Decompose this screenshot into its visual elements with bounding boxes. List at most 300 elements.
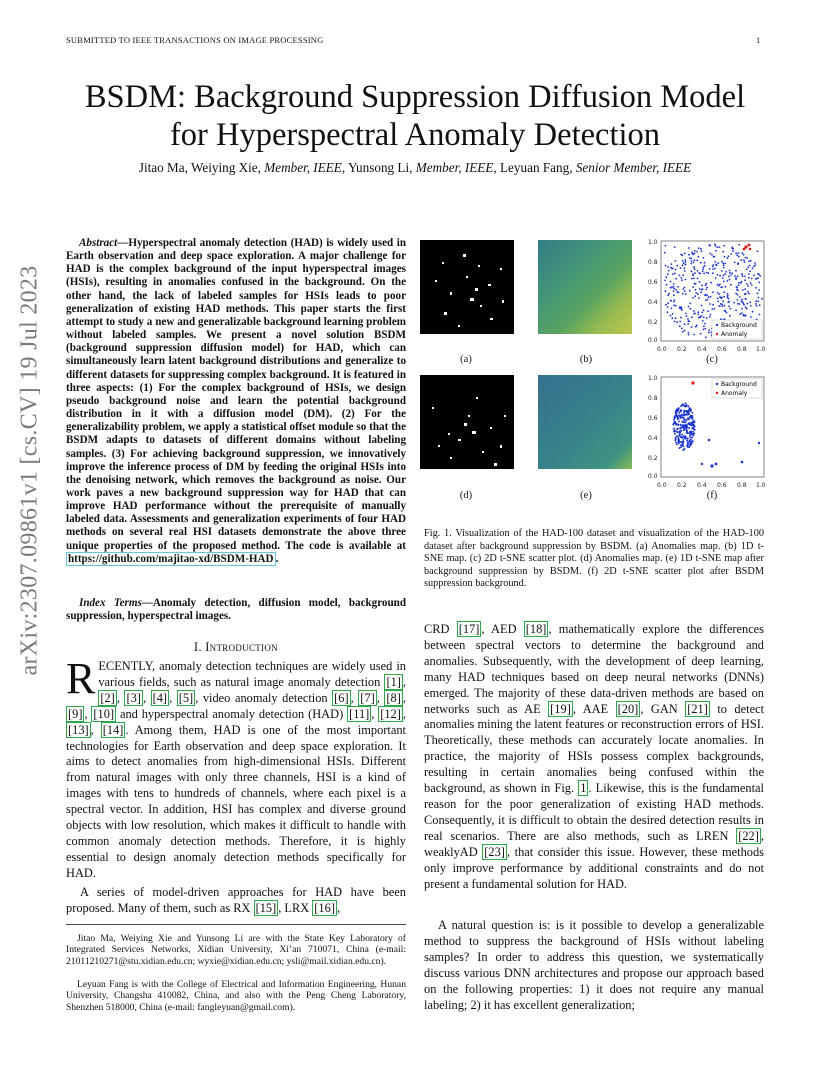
scatter-point	[686, 445, 688, 447]
scatter-point	[735, 277, 737, 279]
scatter-point	[690, 415, 692, 417]
scatter-point	[719, 275, 721, 277]
scatter-point	[695, 326, 697, 328]
scatter-point	[747, 285, 749, 287]
scatter-point	[748, 260, 750, 262]
author-names-1: Jitao Ma, Weiying Xie,	[138, 160, 265, 175]
scatter-point	[692, 286, 694, 288]
scatter-point	[677, 431, 679, 433]
scatter-point	[727, 293, 729, 295]
scatter-point	[675, 269, 677, 271]
scatter-point	[691, 412, 693, 414]
scatter-point	[712, 266, 714, 268]
scatter-point	[715, 245, 717, 247]
scatter-point	[665, 245, 667, 247]
scatter-point	[741, 252, 743, 254]
scatter-point	[734, 262, 736, 264]
scatter-point	[685, 293, 687, 295]
scatter-point	[710, 282, 712, 284]
f-xtick-6: 1.0	[756, 482, 766, 489]
scatter-point	[756, 278, 758, 280]
scatter-point	[683, 428, 685, 430]
scatter-point	[750, 260, 752, 262]
scatter-point	[671, 308, 673, 310]
scatter-point	[671, 263, 673, 265]
scatter-point	[674, 417, 676, 419]
c-legend-anomaly: Anomaly	[721, 331, 748, 338]
scatter-point	[674, 273, 676, 275]
scatter-point	[714, 243, 716, 245]
scatter-point	[688, 412, 690, 414]
scatter-point	[680, 446, 682, 448]
scatter-point	[685, 261, 687, 263]
scatter-point	[671, 286, 673, 288]
scatter-point	[749, 270, 751, 272]
scatter-point	[736, 254, 738, 256]
scatter-point	[701, 315, 703, 317]
scatter-point	[744, 293, 746, 295]
c-legend-background: Background	[721, 322, 757, 329]
scatter-point	[684, 259, 686, 261]
scatter-point	[688, 254, 690, 256]
right-paragraph-1	[424, 622, 764, 892]
scatter-point	[716, 264, 718, 266]
scatter-point	[711, 308, 713, 310]
scatter-point	[695, 292, 697, 294]
scatter-point	[737, 275, 739, 277]
scatter-point	[724, 286, 726, 288]
panel-f-tsne-scatter-suppressed	[646, 372, 770, 494]
scatter-point	[679, 431, 681, 433]
scatter-point	[715, 250, 717, 252]
scatter-point	[675, 260, 677, 262]
abstract-body: —Hyperspectral anomaly detection (HAD) is widely used in Earth observation and deep space exploration. A major challenge for HAD is the complex background of the input hyperspectral images (HSIs), resulting in anomalies confused in the background. On the other hand, the lack of labeled samples for HSIs leads to poor generalization of existing HAD methods. This paper starts the first attempt to study a new and generalizable background learning problem without labeled samples. We present a novel solution BSDM (background suppression diffusion model) for HAD, which can simultaneously learn latent background distributions and generalize to different datasets for suppressing complex background. It is featured in three aspects: (1) For the complex background of HSIs, we design pseudo background noise and learn the potential background distribution in it with a diffusion model (DM). (2) For the generalizability problem, we apply a statistical offset module so that the BSDM adapts to datasets of different domains without labeling samples. (3) For achieving background suppression, we innovatively improve the inference process of DM by feeding the original HSIs into the denoising network, which removes the background as noise. Our work paves a new background suppression way for HAD that can improve HAD performance without the prerequisite of manually labeled data. Assessments and generalization experiments of four HAD methods on several real HSI datasets demonstrate the above three unique properties of the proposed method. The code is available at	[66, 237, 406, 552]
label-f: (f)	[706, 490, 718, 501]
scatter-point	[692, 418, 694, 420]
scatter-point	[697, 270, 699, 272]
scatter-point	[686, 414, 688, 416]
scatter-point	[720, 303, 722, 305]
f-legend-anomaly: Anomaly	[721, 390, 748, 397]
c-ytick-3: 0.6	[648, 279, 658, 286]
scatter-point	[683, 419, 685, 421]
scatter-point	[729, 315, 731, 317]
scatter-point	[703, 257, 705, 259]
scatter-point	[705, 284, 707, 286]
scatter-point	[673, 431, 675, 433]
scatter-point	[696, 251, 698, 253]
scatter-point	[682, 437, 684, 439]
scatter-point	[690, 424, 692, 426]
scatter-point	[730, 284, 732, 286]
scatter-point	[681, 279, 683, 281]
scatter-point	[717, 301, 719, 303]
scatter-point	[694, 429, 696, 431]
scatter-point	[753, 274, 755, 276]
index-terms-body: —Anomaly detection, diffusion model, background suppression, hyperspectral images.	[66, 597, 406, 623]
scatter-point	[717, 274, 719, 276]
scatter-point	[672, 313, 674, 315]
scatter-point	[693, 266, 695, 268]
scatter-point	[703, 273, 705, 275]
author-names-3: , Leyuan Fang,	[493, 160, 576, 175]
f-legend-background: Background	[721, 381, 757, 388]
scatter-point	[755, 303, 757, 305]
scatter-point	[665, 290, 667, 292]
scatter-point	[689, 257, 691, 259]
scatter-point	[759, 314, 761, 316]
scatter-point	[679, 307, 681, 309]
scatter-point	[739, 303, 741, 305]
scatter-point	[719, 284, 721, 286]
scatter-point	[694, 272, 696, 274]
scatter-point	[704, 328, 706, 330]
scatter-point	[701, 250, 703, 252]
scatter-point	[723, 296, 725, 298]
scatter-point	[700, 333, 702, 335]
scatter-point	[730, 274, 732, 276]
scatter-point	[704, 265, 706, 267]
f-ytick-1: 1.0	[648, 375, 658, 382]
scatter-point	[744, 276, 746, 278]
scatter-point	[687, 405, 689, 407]
scatter-point	[712, 304, 714, 306]
scatter-point	[683, 414, 685, 416]
scatter-point	[680, 254, 682, 256]
scatter-point	[738, 256, 740, 258]
scatter-point	[702, 288, 704, 290]
scatter-point	[685, 421, 687, 423]
scatter-point	[719, 296, 721, 298]
scatter-point	[722, 300, 724, 302]
scatter-point	[724, 305, 726, 307]
scatter-point	[694, 250, 696, 252]
scatter-point	[741, 259, 743, 261]
scatter-point	[692, 254, 694, 256]
scatter-point	[691, 421, 693, 423]
scatter-point	[686, 425, 688, 427]
scatter-point	[752, 267, 754, 269]
scatter-point	[750, 316, 752, 318]
scatter-point	[701, 305, 703, 307]
scatter-point	[684, 405, 686, 407]
scatter-point	[739, 313, 741, 315]
c-xtick-6: 1.0	[756, 346, 766, 353]
scatter-point	[749, 265, 751, 267]
f-ytick-6: 0.0	[648, 473, 658, 480]
scatter-point	[708, 296, 710, 298]
scatter-point	[738, 244, 740, 246]
scatter-point	[736, 289, 738, 291]
f-xtick-2: 0.2	[677, 482, 687, 489]
scatter-point	[704, 294, 706, 296]
scatter-point	[729, 270, 731, 272]
scatter-point	[737, 303, 739, 305]
figure-1	[418, 232, 770, 522]
scatter-point	[700, 291, 702, 293]
label-a: (a)	[460, 354, 472, 365]
scatter-point	[746, 268, 748, 270]
panel-a-anomalies-map	[420, 240, 514, 334]
index-terms	[66, 597, 406, 623]
code-link-text[interactable]: https://github.com/majitao-xd/BSDM-HAD	[68, 552, 274, 565]
scatter-point	[674, 321, 676, 323]
f-xtick-3: 0.4	[697, 482, 707, 489]
author-role-2: Member, IEEE	[415, 160, 494, 175]
scatter-point	[684, 252, 686, 254]
scatter-point	[686, 315, 688, 317]
scatter-point	[728, 305, 730, 307]
f-ytick-3: 0.6	[648, 415, 658, 422]
author-list	[60, 160, 770, 176]
scatter-point	[678, 412, 680, 414]
scatter-point	[687, 441, 689, 443]
scatter-point	[667, 311, 669, 313]
scatter-point	[679, 435, 681, 437]
scatter-point	[737, 294, 739, 296]
panel-d-anomalies-map	[420, 375, 514, 469]
scatter-point	[705, 336, 707, 338]
scatter-point	[688, 413, 690, 415]
scatter-point	[691, 252, 693, 254]
scatter-point	[742, 301, 744, 303]
scatter-point	[688, 320, 690, 322]
scatter-point	[675, 289, 677, 291]
scatter-point	[745, 298, 747, 300]
scatter-point	[684, 330, 686, 332]
scatter-point	[667, 273, 669, 275]
scatter-point	[748, 273, 750, 275]
scatter-point	[703, 309, 705, 311]
scatter-point	[699, 317, 701, 319]
c-xtick-4: 0.6	[717, 346, 727, 353]
scatter-point	[702, 271, 704, 273]
footnote-2: Leyuan Fang is with the College of Electrical and Information Engineering, Hunan University, Changsha 410082, China, and also with the Peng Cheng Laboratory, Shenzhen 518000, China (e-mail: fangleyuan@gmail.com).	[66, 979, 406, 1013]
code-link[interactable]	[66, 552, 276, 566]
scatter-point	[746, 283, 748, 285]
scatter-point	[756, 305, 758, 307]
scatter-point	[686, 410, 688, 412]
scatter-point	[671, 317, 673, 319]
scatter-point	[676, 443, 678, 445]
scatter-point	[721, 286, 723, 288]
scatter-point	[744, 288, 746, 290]
scatter-point	[694, 295, 696, 297]
scatter-point	[693, 261, 695, 263]
scatter-point	[699, 273, 701, 275]
scatter-point	[666, 284, 668, 286]
scatter-point	[665, 265, 667, 267]
scatter-point	[675, 411, 677, 413]
scatter-point	[717, 262, 719, 264]
scatter-point	[693, 424, 695, 426]
scatter-point	[691, 278, 693, 280]
scatter-point	[742, 289, 744, 291]
scatter-point	[691, 270, 693, 272]
c-xtick-2: 0.2	[677, 346, 687, 353]
scatter-point	[717, 284, 719, 286]
scatter-point	[677, 286, 679, 288]
f-xtick-1: 0.0	[657, 482, 667, 489]
scatter-point	[686, 404, 688, 406]
scatter-point	[691, 326, 693, 328]
scatter-point	[741, 273, 743, 275]
scatter-point	[698, 247, 700, 249]
scatter-point	[672, 424, 674, 426]
scatter-point	[689, 436, 691, 438]
scatter-point	[689, 440, 691, 442]
scatter-point	[673, 290, 675, 292]
figure-caption: Fig. 1. Visualization of the HAD-100 dataset and visualization of the HAD-100 dataset after background suppression by BSDM. (a) Anomalies map. (b) 1D t-SNE map. (c) 2D t-SNE scatter plot. (d) Anomalies map. (e) 1D t-SNE map after background suppression by BSDM. (f) 2D t-SNE scatter plot after BSDM suppression background.	[424, 528, 764, 589]
scatter-point	[735, 309, 737, 311]
scatter-point	[730, 253, 732, 255]
scatter-point	[707, 310, 709, 312]
scatter-point	[701, 285, 703, 287]
scatter-point	[693, 278, 695, 280]
scatter-point	[757, 273, 759, 275]
scatter-point	[747, 303, 749, 305]
scatter-point	[673, 294, 675, 296]
scatter-point	[694, 259, 696, 261]
scatter-point	[680, 317, 682, 319]
scatter-point	[690, 431, 692, 433]
scatter-point	[693, 334, 695, 336]
scatter-point	[682, 274, 684, 276]
intro-paragraph-2	[66, 885, 406, 917]
scatter-point	[728, 255, 730, 257]
scatter-point	[717, 292, 719, 294]
scatter-point	[675, 278, 677, 280]
scatter-point	[698, 297, 700, 299]
scatter-point	[747, 266, 749, 268]
scatter-point	[709, 303, 711, 305]
scatter-point	[703, 325, 705, 327]
scatter-point	[702, 269, 704, 271]
scatter-point	[676, 291, 678, 293]
scatter-point	[708, 332, 710, 334]
scatter-point	[675, 317, 677, 319]
scatter-point	[749, 301, 751, 303]
author-role-1: Member, IEEE	[264, 160, 342, 175]
scatter-point	[750, 305, 752, 307]
arxiv-stamp: arXiv:2307.09861v1 [cs.CV] 19 Jul 2023	[16, 265, 43, 676]
c-ytick-1: 1.0	[648, 239, 658, 246]
footnote-rule	[66, 924, 406, 925]
scatter-point	[727, 295, 729, 297]
scatter-point	[734, 275, 736, 277]
scatter-point	[751, 284, 753, 286]
scatter-point	[668, 293, 670, 295]
scatter-point	[675, 439, 677, 441]
scatter-point	[678, 407, 680, 409]
scatter-point	[673, 301, 675, 303]
scatter-point	[677, 435, 679, 437]
scatter-point	[676, 265, 678, 267]
c-ytick-2: 0.8	[648, 259, 658, 266]
scatter-point	[664, 280, 666, 282]
scatter-point	[677, 423, 679, 425]
scatter-point	[684, 287, 686, 289]
scatter-point	[706, 287, 708, 289]
scatter-point	[667, 295, 669, 297]
scatter-point	[677, 428, 679, 430]
scatter-point	[738, 282, 740, 284]
scatter-point	[673, 283, 675, 285]
scatter-point	[681, 277, 683, 279]
scatter-point	[704, 262, 706, 264]
scatter-point	[709, 253, 711, 255]
scatter-point	[675, 441, 677, 443]
scatter-point	[758, 289, 760, 291]
title-line-1: BSDM: Background Suppression Diffusion Model	[84, 79, 746, 115]
scatter-point	[679, 427, 681, 429]
scatter-point	[693, 420, 695, 422]
f-xtick-5: 0.8	[737, 482, 747, 489]
scatter-point	[740, 282, 742, 284]
scatter-point	[741, 312, 743, 314]
scatter-point	[684, 270, 686, 272]
scatter-point	[735, 270, 737, 272]
scatter-point	[683, 421, 685, 423]
scatter-point	[696, 260, 698, 262]
scatter-point	[687, 323, 689, 325]
scatter-point	[675, 423, 677, 425]
scatter-point	[726, 280, 728, 282]
scatter-point	[722, 277, 724, 279]
scatter-point	[681, 328, 683, 330]
scatter-point	[706, 272, 708, 274]
scatter-point	[689, 445, 691, 447]
scatter-point	[744, 261, 746, 263]
panel-b-tsne-1d-map	[538, 240, 632, 334]
scatter-point	[736, 286, 738, 288]
scatter-point	[689, 434, 691, 436]
scatter-point	[714, 268, 716, 270]
scatter-point	[743, 259, 745, 261]
scatter-point	[684, 290, 686, 292]
scatter-point	[700, 262, 702, 264]
scatter-point	[684, 267, 686, 269]
scatter-point	[691, 316, 693, 318]
scatter-point	[680, 267, 682, 269]
scatter-point	[678, 414, 680, 416]
scatter-point	[692, 274, 694, 276]
scatter-point	[721, 270, 723, 272]
abstract-label: Abstract	[79, 237, 118, 249]
right-paragraph-1-text: CRD [17] , AED [18] , mathematically explore the differences between spectral vectors to determine the background and anomalies. Subsequently, with the development of deep learning, many HAD techniques based on deep neural networks (DNNs) emerged. The majority of these data-driven methods are based on networks such as AE [19] , AAE [20] , GAN [21] to detect anomalies mining the latent features or reconstruction errors of HSI. Theoretically, these methods can accurately locate anomalies. In practice, the majority of HSIs possess complex backgrounds, resulting in certain anomalies being confused within the background, as shown in Fig. 1 . Likewise, this is the fundamental reason for the poor generalization of existing HAD methods. Consequently, it is difficult to obtain the desired detection results in real scenarios. There are also methods, such as LREN [22] , weaklyAD [23] , that consider this issue. However, these methods only improve performance by additional constraints and do not present a fundamental solution for HAD.	[424, 622, 765, 891]
scatter-point	[681, 414, 683, 416]
scatter-point	[741, 308, 743, 310]
scatter-point	[670, 300, 672, 302]
scatter-point	[742, 275, 744, 277]
scatter-point	[722, 251, 724, 253]
scatter-point	[729, 279, 731, 281]
scatter-point	[683, 262, 685, 264]
scatter-point	[748, 277, 750, 279]
scatter-point	[683, 417, 685, 419]
label-e: (e)	[580, 490, 592, 501]
scatter-point	[689, 290, 691, 292]
scatter-point	[689, 303, 691, 305]
scatter-point	[692, 297, 694, 299]
scatter-point	[682, 441, 684, 443]
scatter-point	[703, 317, 705, 319]
scatter-point	[731, 272, 733, 274]
author-role-3: Senior Member, IEEE	[575, 160, 692, 175]
scatter-point	[682, 288, 684, 290]
scatter-point	[684, 402, 686, 404]
scatter-point	[757, 300, 759, 302]
